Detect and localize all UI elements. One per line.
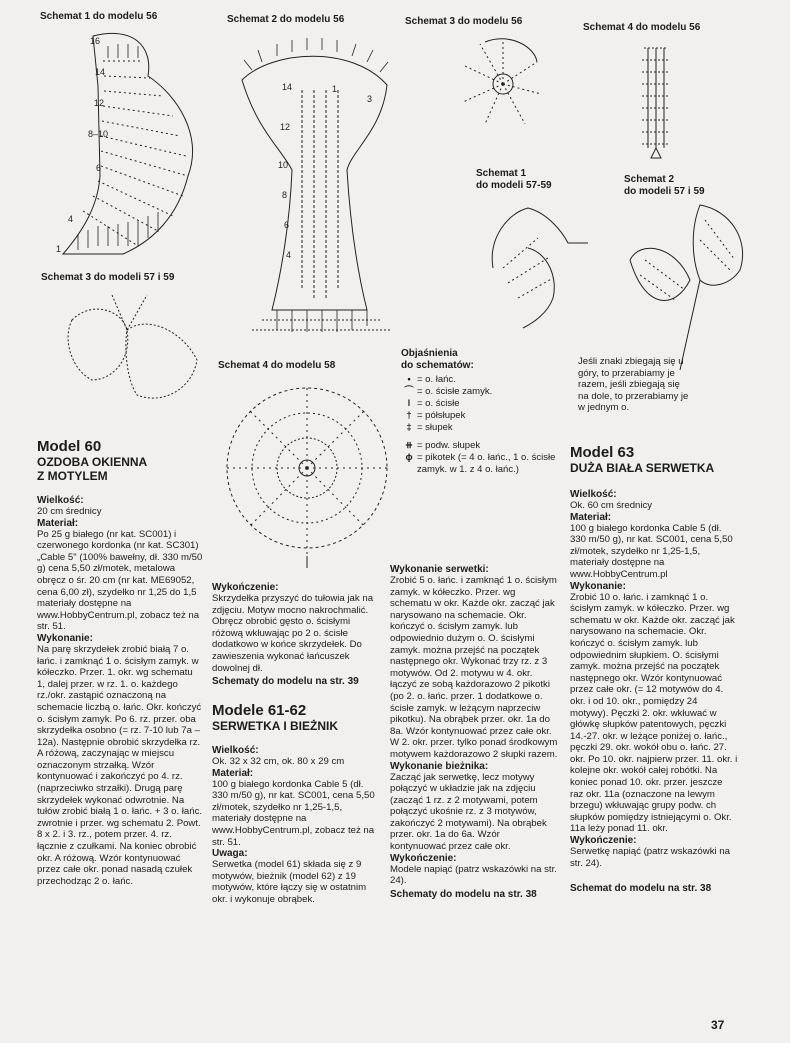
finish-58-block: [212, 582, 382, 687]
page-reference: Schematy do modelu na str. 39: [212, 676, 359, 688]
subtitle-line: Z MOTYLEM: [37, 469, 108, 483]
legend-text: = o. ścisłe zamyk.: [417, 386, 493, 397]
section-text: 100 g białego kordonka Cable 5 (dł. 330 m/50 g), nr kat. SC001, cena 5,50 zł/motek, szydełko nr 1,25-1,5, materiały dostępne na www.HobbyCentrum.pl, zobacz też na str. 51.: [212, 778, 375, 848]
row-label: 8–10: [88, 129, 109, 139]
model-60-title: Model 60: [37, 438, 102, 455]
caption-schemat2-m56: Schemat 2 do modelu 56: [227, 14, 345, 25]
row-label: 4: [286, 250, 292, 260]
half-double-symbol-icon: †: [406, 410, 412, 421]
slip-stitch-symbol-icon: ⌒: [404, 386, 414, 397]
row-label: 6: [284, 220, 290, 230]
section-heading: Materiał:: [212, 767, 254, 779]
section-text: Serwetkę napiąć (patrz wskazówki na str. 24).: [570, 846, 730, 869]
page-reference: Schematy do modelu na str. 38: [390, 888, 537, 900]
napkin-instructions: [390, 564, 558, 900]
legend-item: [401, 410, 571, 422]
legend-item: [401, 452, 571, 476]
crochet-diagram-leaves: [620, 200, 770, 380]
subtitle-line: OZDOBA OKIENNA: [37, 455, 148, 469]
legend-text: = o. ścisłe: [417, 398, 460, 409]
note-mirror: Jeśli znaki zbiegają się u góry, to przerabiamy je razem, jeśli zbiegają się na dole, to przerabiamy je w jednym o.: [578, 356, 689, 414]
section-text: Skrzydełka przyszyć do tułowia jak na zdjęciu. Motyw mocno nakrochmalić. Obręcz obrobić gęsto o. ścisłymi różową wkłuwając po 2 o. ścisłe dodatkowo w końce skrzydełek. Do zawieszenia wykonać łańcuszek dowolnej dł.: [212, 593, 374, 674]
section-text: Ok. 60 cm średnicy: [570, 500, 653, 511]
model-60-subtitle: [37, 455, 203, 483]
section-text: 20 cm średnicy: [37, 506, 102, 517]
model-61-62-title: Modele 61-62: [212, 702, 307, 719]
caption-line: Schemat 2: [624, 174, 675, 185]
row-label: 16: [90, 36, 101, 46]
section-heading: Uwaga:: [212, 848, 248, 860]
row-label: 4: [68, 214, 74, 224]
legend-item: [401, 386, 571, 398]
row-label: 8: [282, 190, 288, 200]
section-heading: Wielkość:: [37, 495, 84, 506]
caption-schemat4-m56: Schemat 4 do modelu 56: [583, 22, 701, 33]
row-label: 12: [94, 98, 105, 108]
caption-schemat2-m57-59: [624, 174, 705, 198]
crochet-diagram-wing: [38, 26, 208, 266]
legend-title-line: Objaśnienia: [401, 348, 458, 359]
section-heading: Wielkość:: [570, 489, 617, 500]
model-63-column: [570, 444, 738, 894]
section-heading: Wykonanie:: [570, 580, 626, 592]
caption-schemat1-m56: Schemat 1 do modelu 56: [40, 11, 158, 22]
section-text: Zrobić 5 o. łańc. i zamknąć 1 o. ścisłym zamyk. w kółeczko. Przer. wg schematu w okr. Każde okr. zacząć jak narysowano na schemacie. Okr. kończyć o. ścisłym zamyk. lub odpowiednio dużym o. O. ścisłymi zamyk. można przejść na początek następnego okr. Wykonać trzy rz. z 3 motywów. Od 2. motywu w 4. okr. łączyć ze sobą każdorazowo 2 pikotki (po 2. o. łańc. przer. 1 dodatkowe o. ścisłe zamyk. w leżącym naprzeciw pikotku). Na obrąbek przer. okr. 1a do 8a. Wzór kontynuować przez całe okr. W 2. okr. przer. tylko ponad środkowym motywem każdorazowo 2 słupki razem.: [390, 575, 558, 760]
section-text: Po 25 g białego (nr kat. SC001) i czerwonego kordonka (nr kat. SC301) „Cable 5" (100% bawełny, dł. 330 m/50 g) cena 5,50 zł/motek, metalowa obręcz o śr. 20 cm (nr kat. ME69052, cena 6,00 zł), szydełko nr 1,25 do 1,5 materiały dostępne na www.HobbyCentrum.pl, zobacz też na str. 51.: [37, 528, 203, 633]
legend-title: [401, 348, 571, 372]
row-label: 14: [95, 67, 106, 77]
crochet-diagram-butterfly: [52, 290, 202, 418]
model-63-title: Model 63: [570, 444, 635, 461]
section-text: Zrobić 10 o. łańc. i zamknąć 1 o. ścisłym zamyk. w kółeczko. Przer. wg schematu w okr. Każde okr. zacząć jak narysowano na schemacie. Okr. kończyć o. ścisłym zamyk. lub odpowiednim słupkiem. O. ścisłymi zamyk. można przejść na początek następnego okr. Wzór kontynuować przez całe okr. (= 12 motywów do 4. okr. i od 10. okr., pomiędzy 24 motywy). Pęczki 2. okr. wkłuwać w główkę słupków patentowych, pęczki 14.-27. okr. w leżące poniżej o. łańc., pęczki 29. okr. wokół obu o. łańc. 27. okr. Po 10. okr. najpierw przer. 11. okr. i kolejne okr. wokół całej robótki. Na koniec ponad 10. okr. przer. jeszcze raz okr. 11a (oznaczone na lewym brzegu) wkłuwając grupy podw. ch słupków pomiędzy istniejącymi o. Okr. 11a leży ponad 11. okr.: [570, 591, 738, 835]
page-reference: Schemat do modelu na str. 38: [570, 883, 712, 895]
section-heading: Wykończenie:: [390, 852, 457, 864]
row-label: 6: [96, 163, 102, 173]
crochet-diagram-small-round: [455, 32, 545, 132]
legend-text: = o. łańc.: [417, 374, 456, 385]
model-60-column: [37, 438, 203, 887]
crochet-diagram-round: [214, 376, 400, 574]
model-61-62-column: [212, 702, 382, 906]
legend-text: = słupek: [417, 422, 453, 433]
legend-item: [401, 374, 571, 386]
row-label: 1: [56, 244, 62, 254]
section-text: Serwetka (model 61) składa się z 9 motywów, bieżnik (model 62) z 19 motywów, które łączy się w ostatnim okr. i wykonuje obrąbek.: [212, 859, 367, 905]
legend-item: [401, 398, 571, 410]
caption-schemat4-m58: Schemat 4 do modelu 58: [218, 360, 336, 371]
caption-line: do modeli 57-59: [476, 180, 552, 191]
section-heading: Wykonanie:: [37, 632, 93, 644]
row-label: 14: [282, 82, 293, 92]
section-text: Zacząć jak serwetkę, lecz motywy połączyć w układzie jak na zdjęciu (zacząć 1 rz. z 2 motywami, potem połączyć ukośnie rz. z 3 motywów, zakończyć 2 motywami). Na obrąbek przer. okr. 1a do 6a. Wzór kontynuować przez całe okr.: [390, 771, 547, 853]
page-number: 37: [711, 1018, 725, 1032]
chain-symbol-icon: •: [407, 374, 411, 385]
section-heading: Materiał:: [570, 511, 612, 523]
section-text: Modele napiąć (patrz wskazówki na str. 24).: [390, 863, 557, 887]
model-61-62-subtitle: SERWETKA I BIEŻNIK: [212, 719, 339, 733]
section-heading: Wykonanie serwetki:: [390, 564, 489, 575]
caption-schemat1-m57-59: [476, 168, 552, 192]
legend: [401, 348, 571, 476]
legend-text: = półsłupek: [417, 410, 466, 421]
caption-line: Schemat 1: [476, 168, 527, 179]
row-label: 1: [332, 84, 338, 94]
crochet-diagram-body: [232, 30, 404, 348]
single-crochet-symbol-icon: ǀ: [407, 398, 411, 409]
caption-line: do modeli 57 i 59: [624, 186, 705, 197]
double-crochet-symbol-icon: ‡: [406, 422, 412, 433]
section-heading: Wykończenie:: [212, 582, 279, 593]
section-heading: Materiał:: [37, 517, 79, 529]
legend-item: [401, 422, 571, 434]
caption-schemat3-m57-59: Schemat 3 do modeli 57 i 59: [41, 272, 175, 283]
section-text: Na parę skrzydełek zrobić białą 7 o. łańc. i zamknąć 1 o. ścisłym zamyk. w kółeczko. Przer. 1. okr. wg schematu 1, dalej przer. w rz. 1. o. każdego rz./okr. zastąpić oznaczoną na schemacie liczbą o. łańc. Okr. kończyć o. ścisłym zamyk. Po 6. rz. przer. oba skrzydełka osobno (= rz. 7-10 lub 7a – 12a). Następnie obrobić skrzydełka rz. A różową, zaczynając w miejscu oznaczonym strzałką. Wzór kontynuować i zakończyć po 4. rz. (naprzeciwko strzałki). Drugą parę skrzydełek wykonać odwrotnie. Na tułów zrobić białą 1 o. łańc. + 3 o. łańc. zwrotnie i przer. wg schematu 2. Powt. 8 x 2. i 3. rz., potem przer. 4. rz. łącznie z czułkami. Na koniec obrobić okr. A różową. Wzór kontynuować przez całe okr. ponad nasadą czułek przechodząc 2 o. łańc.: [37, 643, 203, 887]
crochet-diagram-leaf: [478, 198, 598, 338]
caption-schemat3-m56: Schemat 3 do modelu 56: [405, 16, 523, 27]
model-63-subtitle: DUŻA BIAŁA SERWETKA: [570, 461, 715, 475]
treble-symbol-icon: ⧺: [405, 440, 413, 451]
row-label: 10: [278, 160, 289, 170]
legend-item: [401, 440, 571, 452]
legend-title-line: do schematów:: [401, 360, 474, 371]
crochet-diagram-strip: [636, 40, 676, 170]
picot-symbol-icon: ϕ: [405, 452, 413, 463]
section-text: 100 g białego kordonka Cable 5 (dł. 330 m/50 g), nr kat. SC001, cena 5,50 zł/motek, szydełko nr 1,25-1,5, materiały dostępne na www.HobbyCentrum.pl: [570, 522, 733, 580]
legend-text: = podw. słupek: [417, 440, 481, 451]
row-label: 3: [367, 94, 373, 104]
section-text: Ok. 32 x 32 cm, ok. 80 x 29 cm: [212, 756, 345, 767]
legend-text: = pikotek (= 4 o. łańc., 1 o. ścisłe zamyk. w 1. z 4 o. łańc.): [417, 452, 556, 475]
section-heading: Wykończenie:: [570, 835, 637, 847]
section-heading: Wielkość:: [212, 745, 259, 756]
section-heading: Wykonanie bieżnika:: [390, 760, 489, 772]
row-label: 12: [280, 122, 291, 132]
